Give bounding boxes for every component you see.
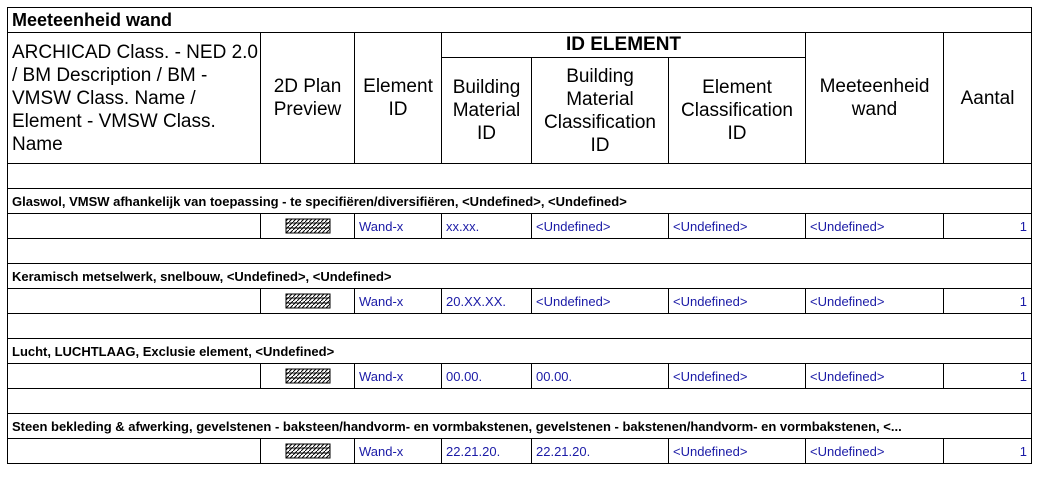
classification-cell [8,364,261,389]
cell-element-id: Wand-x [355,439,442,464]
cell-aantal: 1 [944,364,1032,389]
cell-bm-id: 20.XX.XX. [442,289,532,314]
plan-preview-icon [261,214,355,239]
cell-bm-class-id: 22.21.20. [532,439,669,464]
spacer-row [8,314,1032,339]
header-id-element-group: ID ELEMENT [442,33,806,58]
plan-preview-icon [261,439,355,464]
schedule-table [7,7,1032,464]
header-meeteenheid-wand: Meeteenheid wand [806,33,944,164]
header-building-material-id: Building Material ID [442,58,532,164]
cell-meeteenheid: <Undefined> [806,214,944,239]
cell-el-class-id: <Undefined> [669,364,806,389]
cell-el-class-id: <Undefined> [669,214,806,239]
cell-meeteenheid: <Undefined> [806,439,944,464]
table-row [8,439,1032,464]
cell-meeteenheid: <Undefined> [806,364,944,389]
header-aantal: Aantal [944,33,1032,164]
cell-bm-class-id: 00.00. [532,364,669,389]
cell-aantal: 1 [944,289,1032,314]
cell-bm-id: 22.21.20. [442,439,532,464]
cell-bm-class-id: <Undefined> [532,214,669,239]
classification-cell [8,439,261,464]
cell-aantal: 1 [944,439,1032,464]
schedule-title: Meeteenheid wand [8,8,1032,33]
plan-preview-icon [261,364,355,389]
table-row [8,289,1032,314]
header-2d-plan-preview: 2D Plan Preview [261,33,355,164]
table-row [8,214,1032,239]
spacer-row [8,164,1032,189]
classification-cell [8,214,261,239]
classification-cell [8,289,261,314]
cell-element-id: Wand-x [355,289,442,314]
cell-el-class-id: <Undefined> [669,439,806,464]
cell-bm-id: xx.xx. [442,214,532,239]
spacer-row [8,389,1032,414]
group-label: Glaswol, VMSW afhankelijk van toepassing - te specifiëren/diversifiëren, <Undefined>, <Undefined> [8,189,1032,214]
header-element-classification-id: Element Classification ID [669,58,806,164]
group-label: Steen bekleding & afwerking, gevelstenen - baksteen/handvorm- en vormbakstenen, gevelstenen - bakstenen/handvorm- en vormbakstenen, <... [8,414,1032,439]
group-label: Lucht, LUCHTLAAG, Exclusie element, <Undefined> [8,339,1032,364]
cell-element-id: Wand-x [355,214,442,239]
header-classification: ARCHICAD Class. - NED 2.0 / BM Description / BM - VMSW Class. Name / Element - VMSW Class. Name [8,33,261,164]
cell-bm-id: 00.00. [442,364,532,389]
cell-el-class-id: <Undefined> [669,289,806,314]
cell-element-id: Wand-x [355,364,442,389]
cell-meeteenheid: <Undefined> [806,289,944,314]
plan-preview-icon [261,289,355,314]
header-element-id: Element ID [355,33,442,164]
cell-aantal: 1 [944,214,1032,239]
group-label: Keramisch metselwerk, snelbouw, <Undefined>, <Undefined> [8,264,1032,289]
spacer-row [8,239,1032,264]
cell-bm-class-id: <Undefined> [532,289,669,314]
table-row [8,364,1032,389]
header-building-material-classification-id: Building Material Classification ID [532,58,669,164]
